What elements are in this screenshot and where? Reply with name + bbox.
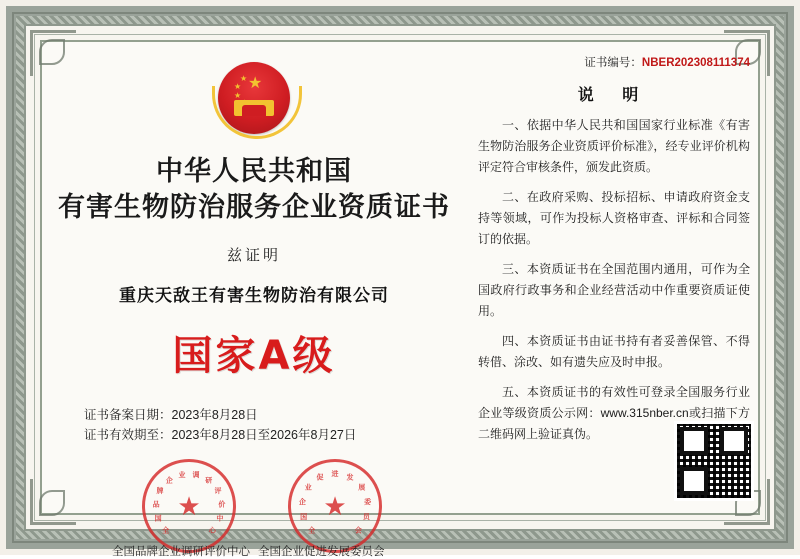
attest-label: 兹证明 bbox=[226, 247, 281, 264]
seal-1-caption: 全国品牌企业调研评价中心 bbox=[112, 546, 250, 558]
emblem-small-stars: ★ ★ ★ bbox=[234, 74, 248, 100]
valid-date-value: 2023年8月28日至2026年8月27日 bbox=[171, 428, 357, 442]
note-item-4: 四、本资质证书由证书持有者妥善保管、不得转借、涂改、如有遗失应及时申报。 bbox=[478, 334, 750, 369]
certificate-number-label: 证书编号： bbox=[584, 57, 642, 69]
note-item-5: 五、本资质证书的有效性可登录全国服务行业企业等级资质公示网：www.315nber.cn或扫描下方二维码网上验证真伪。 bbox=[478, 385, 750, 441]
note-item-3: 三、本资质证书在全国范围内通用，可作为全国政府行政事务和企业经营活动中作重要资质证使用。 bbox=[478, 262, 750, 318]
national-emblem-icon bbox=[208, 56, 300, 148]
seal-2-ring-text: 全 国 企 业 促 进 发 展 委 员 会 bbox=[298, 470, 372, 534]
note-item-2: 二、在政府采购、投标招标、申请政府资金支持等领域，可作为投标人资格审查、评标和合同签订的依据。 bbox=[478, 190, 750, 246]
certificate-content bbox=[44, 44, 756, 558]
record-date-label: 证书备案日期： bbox=[84, 408, 172, 422]
certificate-left-column bbox=[44, 44, 464, 558]
certificate-title-line-1: 中华人民共和国 bbox=[156, 156, 352, 187]
certificate-title-line-2: 有害生物防治服务企业资质证书 bbox=[58, 192, 450, 223]
grade-badge: 国家A级 bbox=[172, 333, 336, 379]
record-date-value: 2023年8月28日 bbox=[171, 408, 258, 422]
seal-stamp-2 bbox=[288, 459, 382, 553]
company-name: 重庆天敌王有害生物防治有限公司 bbox=[119, 286, 389, 305]
qr-finder-bottom-left bbox=[680, 467, 708, 495]
verification-qr-code-icon bbox=[674, 421, 754, 501]
seal-2-star-icon: ★ bbox=[323, 491, 347, 521]
seal-1-ring-text: 全 国 品 牌 企 业 调 研 评 价 中 心 bbox=[152, 471, 226, 534]
emblem-big-star: ★ bbox=[248, 75, 263, 92]
certificate-number bbox=[478, 54, 750, 70]
seals-area bbox=[50, 459, 458, 558]
note-item-1: 一、依据中华人民共和国国家行业标准《有害生物防治服务企业资质评价标准》，经专业评价机构评定符合审核条件，颁发此资质。 bbox=[478, 118, 750, 174]
certificate-number-value: NBER202308111374 bbox=[641, 57, 750, 69]
valid-date-label: 证书有效期至： bbox=[84, 428, 172, 442]
seal-1-star-icon: ★ bbox=[177, 491, 201, 521]
record-date-row bbox=[84, 405, 458, 425]
certificate-dates bbox=[50, 405, 458, 445]
certificate-title bbox=[50, 154, 458, 226]
valid-date-row bbox=[84, 425, 458, 445]
certificate-right-column bbox=[464, 44, 756, 511]
emblem-wheat-ears bbox=[212, 86, 302, 139]
notes-title: 说 明 bbox=[577, 87, 651, 104]
seal-stamp-1 bbox=[142, 459, 236, 553]
seal-2-caption: 全国企业促进发展委员会 bbox=[258, 546, 385, 558]
